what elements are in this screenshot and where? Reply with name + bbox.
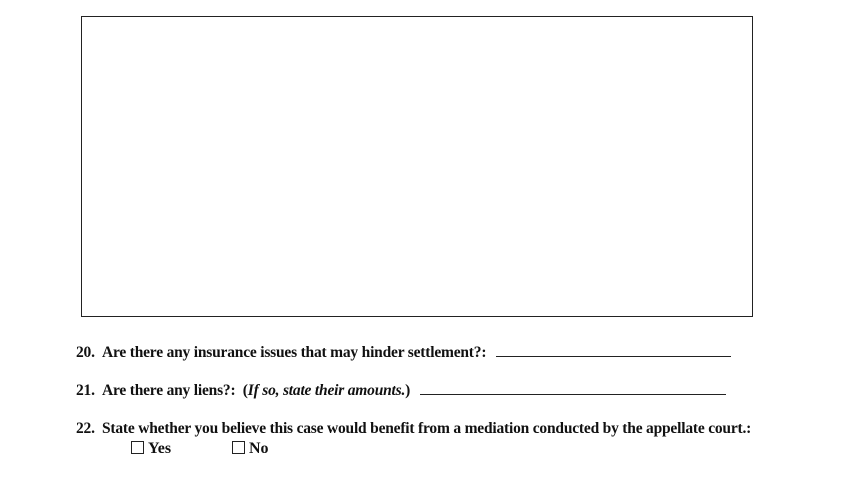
question-number: 20. bbox=[76, 344, 95, 361]
question-note: (If so, state their amounts.) bbox=[242, 382, 411, 399]
question-21 bbox=[76, 382, 726, 400]
yes-label: Yes bbox=[148, 440, 172, 457]
no-label: No bbox=[249, 440, 269, 457]
question-20 bbox=[76, 344, 731, 362]
insurance-answer-line[interactable] bbox=[496, 344, 731, 357]
free-text-box[interactable] bbox=[81, 16, 753, 317]
liens-answer-line[interactable] bbox=[420, 382, 726, 395]
question-number: 22. bbox=[76, 420, 95, 437]
option-yes[interactable] bbox=[131, 440, 171, 458]
no-checkbox[interactable] bbox=[232, 441, 245, 454]
question-text: Are there any insurance issues that may hinder settlement?: bbox=[102, 344, 487, 361]
question-text: Are there any liens?: bbox=[102, 382, 236, 399]
option-no[interactable] bbox=[232, 440, 269, 458]
question-number: 21. bbox=[76, 382, 95, 399]
yes-checkbox[interactable] bbox=[131, 441, 144, 454]
question-22 bbox=[76, 420, 751, 438]
question-text: State whether you believe this case would benefit from a mediation conducted by the appellate court.: bbox=[102, 420, 752, 437]
